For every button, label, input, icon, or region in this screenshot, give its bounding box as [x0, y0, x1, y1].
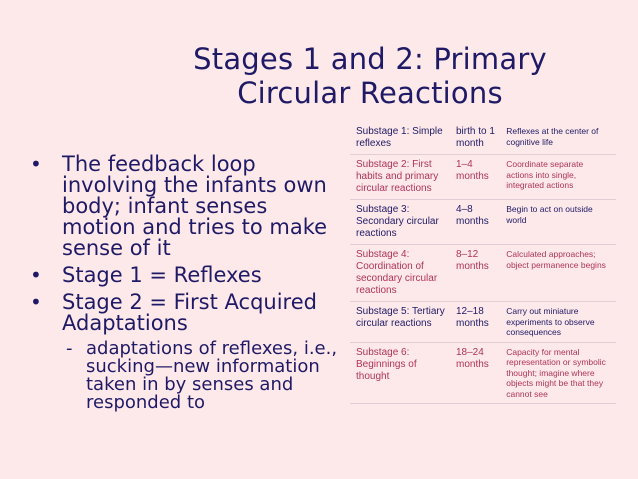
substage-age: 1–4 months [456, 159, 489, 182]
substage-age: 8–12 months [456, 249, 489, 272]
substage-name: Substage 5: Tertiary circular reactions [356, 306, 445, 329]
substage-name: Substage 6: Beginnings of thought [356, 346, 417, 382]
substage-description: Calculated approaches; object permanence begins [506, 249, 606, 270]
substage-name: Substage 2: First habits and primary circular reactions [356, 159, 439, 194]
sub-bullet-item [22, 340, 342, 412]
substage-age: 4–8 months [456, 204, 489, 227]
bullet-list [22, 154, 342, 412]
table-row [350, 342, 616, 404]
table-row [350, 200, 616, 245]
bullet-text: Stage 1 = Reflexes [62, 263, 262, 287]
sub-bullet-text: adaptations of reflexes, i.e., sucking—new information taken in by senses and responded to [86, 338, 338, 413]
bullet-item [22, 292, 342, 334]
bullet-item [22, 154, 342, 259]
substage-age: birth to 1 month [456, 126, 495, 149]
bullet-text: The feedback loop involving the infants own body; infant senses motion and tries to make sense of it [62, 152, 328, 260]
substage-description: Begin to act on outside world [506, 204, 593, 225]
bullet-dot-icon: • [30, 290, 42, 314]
table-row [350, 245, 616, 302]
substage-description: Capacity for mental representation or symbolic thought; imagine where objects might be that they cannot see [506, 346, 606, 399]
slide-title-line-2: Circular Reactions [237, 76, 503, 110]
substage-description: Reflexes at the center of cognitive life [506, 126, 599, 147]
table-row [350, 302, 616, 343]
dash-icon: - [66, 338, 73, 359]
table-row [350, 155, 616, 200]
substage-description: Carry out miniature experiments to observe consequences [506, 306, 595, 337]
substages-table [350, 122, 616, 404]
bullet-text: Stage 2 = First Acquired Adaptations [62, 290, 317, 335]
bullet-dot-icon: • [30, 152, 42, 176]
bullet-item [22, 265, 342, 286]
substage-age: 18–24 months [456, 346, 489, 370]
slide-title-line-1: Stages 1 and 2: Primary [193, 42, 547, 76]
substage-age: 12–18 months [456, 306, 489, 329]
bullet-dot-icon: • [30, 263, 42, 287]
substage-name: Substage 4: Coordination of secondary circular reactions [356, 249, 438, 296]
slide-title [140, 42, 600, 110]
table-row [350, 122, 616, 155]
substage-description: Coordinate separate actions into single, integrated actions [506, 159, 584, 190]
substage-name: Substage 1: Simple reflexes [356, 126, 443, 149]
substage-name: Substage 3: Secondary circular reactions [356, 204, 439, 239]
